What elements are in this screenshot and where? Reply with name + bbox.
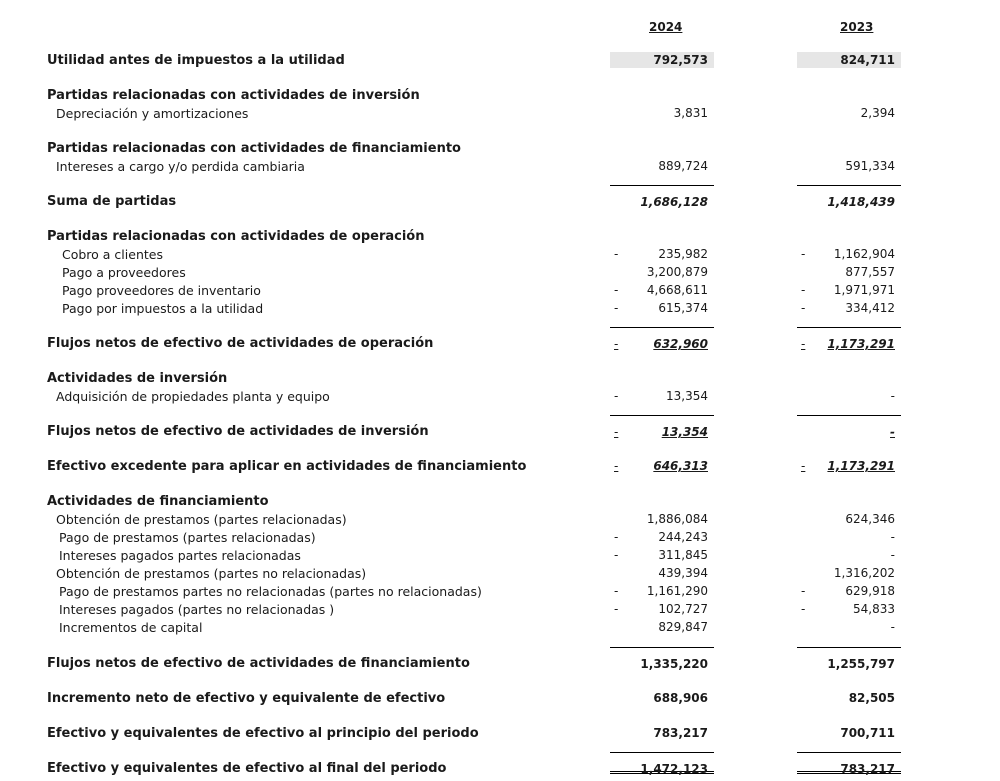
amount-value: 792,573 (653, 53, 708, 67)
row-label: Pago a proveedores (62, 265, 186, 280)
row-label: Obtención de prestamos (partes no relacionadas) (56, 566, 367, 581)
negative-sign: - (614, 283, 619, 297)
amount-cell-2023 (797, 327, 901, 352)
amount-cell-2024 (610, 246, 714, 262)
negative-sign: - (801, 337, 806, 351)
row-label: Intereses pagados partes relacionadas (59, 548, 301, 563)
amount-value: 829,847 (658, 620, 708, 634)
statement-row (0, 690, 1000, 708)
amount-value: 3,200,879 (646, 265, 708, 279)
row-label: Flujos netos de efectivo de actividades de inversión (47, 424, 429, 439)
amount-value: 700,711 (840, 726, 895, 740)
row-label: Cobro a clientes (62, 247, 163, 262)
negative-sign: - (614, 548, 619, 562)
statement-row (0, 493, 1000, 511)
statement-row (0, 458, 1000, 476)
amount-value: - (890, 389, 895, 403)
amount-cell-2024 (610, 388, 714, 404)
amount-value: 1,316,202 (833, 566, 895, 580)
statement-row (0, 52, 1000, 70)
statement-row (0, 87, 1000, 105)
amount-cell-2023 (797, 300, 901, 316)
statement-row (0, 335, 1000, 353)
amount-cell-2024 (610, 300, 714, 316)
amount-value: 1,472,123 (640, 762, 708, 776)
row-label: Partidas relacionadas con actividades de operación (47, 229, 425, 244)
negative-sign: - (614, 530, 619, 544)
amount-cell-2024 (610, 565, 714, 581)
amount-value: 783,217 (840, 762, 895, 776)
amount-cell-2023 (797, 690, 901, 706)
amount-cell-2024 (610, 52, 714, 68)
statement-row (0, 300, 1000, 318)
negative-sign: - (614, 602, 619, 616)
amount-value: 1,255,797 (827, 657, 895, 671)
amount-cell-2024 (610, 158, 714, 174)
amount-value: 615,374 (658, 301, 708, 315)
amount-value: 1,173,291 (827, 459, 895, 473)
amount-cell-2023 (797, 185, 901, 210)
negative-sign: - (614, 389, 619, 403)
amount-cell-2024 (610, 105, 714, 121)
row-label: Flujos netos de efectivo de actividades de operación (47, 336, 434, 351)
amount-cell-2024 (610, 601, 714, 617)
amount-value: 1,335,220 (640, 657, 708, 671)
negative-sign: - (614, 459, 619, 473)
row-label: Pago proveedores de inventario (62, 283, 261, 298)
row-label: Efectivo y equivalentes de efectivo al principio del periodo (47, 726, 479, 741)
negative-sign: - (801, 247, 806, 261)
negative-sign: - (801, 584, 806, 598)
amount-value: 311,845 (658, 548, 708, 562)
amount-value: 82,505 (848, 691, 895, 705)
negative-sign: - (614, 301, 619, 315)
amount-value: 624,346 (845, 512, 895, 526)
amount-value: - (890, 620, 895, 634)
amount-cell-2024 (610, 529, 714, 545)
amount-cell-2023 (797, 725, 901, 741)
amount-value: 1,173,291 (827, 337, 895, 351)
statement-row (0, 105, 1000, 123)
row-label: Intereses a cargo y/o perdida cambiaria (56, 159, 305, 174)
row-label: Incremento neto de efectivo y equivalente de efectivo (47, 691, 446, 706)
negative-sign: - (801, 459, 806, 473)
amount-cell-2023 (797, 619, 901, 635)
amount-cell-2023 (797, 282, 901, 298)
amount-value: 877,557 (845, 265, 895, 279)
statement-row (0, 565, 1000, 583)
amount-value: 439,394 (658, 566, 708, 580)
amount-cell-2023 (797, 158, 901, 174)
negative-sign: - (614, 247, 619, 261)
amount-cell-2023 (797, 458, 901, 474)
statement-row (0, 547, 1000, 565)
statement-row (0, 282, 1000, 300)
negative-sign: - (614, 584, 619, 598)
amount-value: 824,711 (840, 53, 895, 67)
amount-value: 54,833 (853, 602, 895, 616)
statement-row (0, 228, 1000, 246)
statement-row (0, 655, 1000, 673)
amount-value: 688,906 (653, 691, 708, 705)
row-label: Partidas relacionadas con actividades de inversión (47, 88, 420, 103)
amount-value: 3,831 (673, 106, 708, 120)
statement-row (0, 511, 1000, 529)
amount-cell-2023 (797, 105, 901, 121)
year-header-2024: 2024 (649, 20, 683, 34)
statement-row (0, 370, 1000, 388)
amount-cell-2023 (797, 388, 901, 404)
row-label: Pago de prestamos partes no relacionadas (partes no relacionadas) (59, 584, 482, 599)
amount-value: 4,668,611 (646, 283, 708, 297)
amount-value: 632,960 (653, 337, 708, 351)
amount-cell-2024 (610, 619, 714, 635)
amount-cell-2023 (797, 52, 901, 68)
amount-value: 1,162,904 (833, 247, 895, 261)
negative-sign: - (614, 425, 619, 439)
amount-value: 591,334 (845, 159, 895, 173)
row-label: Depreciación y amortizaciones (56, 106, 249, 121)
amount-cell-2024 (610, 725, 714, 741)
amount-cell-2024 (610, 547, 714, 563)
amount-value: 13,354 (661, 425, 708, 439)
row-label: Efectivo y equivalentes de efectivo al final del periodo (47, 761, 447, 776)
amount-value: 646,313 (653, 459, 708, 473)
amount-cell-2023 (797, 547, 901, 563)
amount-value: 783,217 (653, 726, 708, 740)
statement-row (0, 158, 1000, 176)
amount-cell-2023 (797, 264, 901, 280)
amount-cell-2024 (610, 583, 714, 599)
amount-value: 13,354 (666, 389, 708, 403)
row-label: Obtención de prestamos (partes relacionadas) (56, 512, 347, 527)
row-label: Pago de prestamos (partes relacionadas) (59, 530, 316, 545)
amount-value: 334,412 (845, 301, 895, 315)
amount-value: 235,982 (658, 247, 708, 261)
row-label: Partidas relacionadas con actividades de financiamiento (47, 141, 461, 156)
amount-value: 1,418,439 (827, 195, 895, 209)
amount-cell-2023 (797, 529, 901, 545)
statement-row (0, 529, 1000, 547)
statement-row (0, 423, 1000, 441)
row-label: Flujos netos de efectivo de actividades de financiamiento (47, 656, 470, 671)
amount-value: - (890, 425, 895, 439)
amount-cell-2024 (610, 185, 714, 210)
amount-value: 2,394 (860, 106, 895, 120)
amount-cell-2023 (797, 601, 901, 617)
row-label: Actividades de financiamiento (47, 494, 269, 509)
amount-cell-2023 (797, 246, 901, 262)
amount-cell-2023 (797, 511, 901, 527)
row-label: Utilidad antes de impuestos a la utilidad (47, 53, 345, 68)
year-header-2023: 2023 (840, 20, 874, 34)
row-label: Intereses pagados (partes no relacionadas ) (59, 602, 335, 617)
statement-row (0, 725, 1000, 743)
amount-value: 889,724 (658, 159, 708, 173)
amount-cell-2024 (610, 511, 714, 527)
statement-row (0, 760, 1000, 778)
row-label: Incrementos de capital (59, 620, 203, 635)
amount-cell-2023 (797, 565, 901, 581)
amount-value: 1,686,128 (640, 195, 708, 209)
row-label: Suma de partidas (47, 194, 177, 209)
amount-value: 244,243 (658, 530, 708, 544)
amount-cell-2023 (797, 647, 901, 672)
amount-value: 1,161,290 (646, 584, 708, 598)
amount-cell-2024 (610, 327, 714, 352)
row-label: Efectivo excedente para aplicar en actividades de financiamiento (47, 459, 527, 474)
amount-value: - (890, 530, 895, 544)
statement-row (0, 264, 1000, 282)
amount-cell-2024 (610, 282, 714, 298)
amount-value: 629,918 (845, 584, 895, 598)
statement-row (0, 140, 1000, 158)
amount-cell-2023 (797, 583, 901, 599)
amount-cell-2024 (610, 647, 714, 672)
row-label: Pago por impuestos a la utilidad (62, 301, 264, 316)
negative-sign: - (614, 337, 619, 351)
statement-row (0, 388, 1000, 406)
amount-cell-2024 (610, 415, 714, 440)
amount-cell-2024 (610, 458, 714, 474)
statement-row (0, 619, 1000, 637)
statement-row (0, 601, 1000, 619)
amount-value: 1,886,084 (646, 512, 708, 526)
negative-sign: - (801, 283, 806, 297)
statement-row (0, 583, 1000, 601)
statement-row (0, 193, 1000, 211)
amount-cell-2023 (797, 415, 901, 440)
amount-value: - (890, 548, 895, 562)
negative-sign: - (801, 602, 806, 616)
row-label: Actividades de inversión (47, 371, 228, 386)
negative-sign: - (801, 301, 806, 315)
amount-cell-2024 (610, 264, 714, 280)
amount-cell-2023 (797, 752, 901, 774)
amount-value: 102,727 (658, 602, 708, 616)
amount-value: 1,971,971 (833, 283, 895, 297)
statement-row (0, 246, 1000, 264)
amount-cell-2024 (610, 690, 714, 706)
amount-cell-2024 (610, 752, 714, 774)
row-label: Adquisición de propiedades planta y equipo (56, 389, 330, 404)
